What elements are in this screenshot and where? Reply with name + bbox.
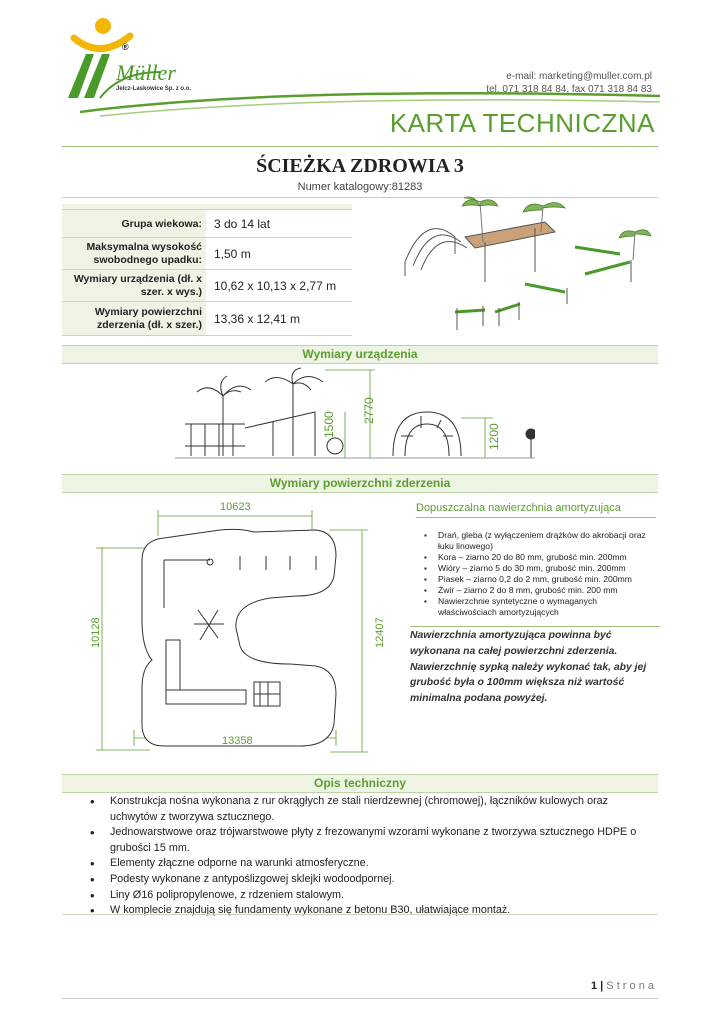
spec-label-impact-area: Wymiary powierzchni zderzenia (dł. x szer.) [62,302,206,335]
surfaces-note: Nawierzchnia amortyzująca powinna być wykonana na całej powierzchni zderzenia. Nawierzchnię sypką należy wykonać tak, aby jej grubość była o 100mm większa niż wartość minimalna podana powyżej. [410,626,660,707]
spec-value-age: 3 do 14 lat [214,217,271,231]
catalog-number: Numer katalogowy:81283 [297,181,423,193]
dimensions-section-header [62,345,658,364]
spec-label-fall-height: Maksymalna wysokość swobodnego upadku: [62,238,206,270]
surface-item: ▪ Drań, gleba (z wyłączeniem drążków do akrobacji oraz łuku linowego) [424,530,654,552]
registered-mark: ® [122,42,129,52]
contact-phone: tel. 071 318 84 84, fax 071 318 84 83 [486,84,652,95]
surface-item: ▪ Wióry – ziarno 5 do 30 mm, grubość min. 200mm [424,563,654,574]
tech-section-header [62,774,658,793]
impact-section-header [62,474,658,493]
spec-label-age: Grupa wiekowa: [62,210,206,238]
impact-section-title: Wymiary powierzchni zderzenia [269,476,451,490]
impact-dim-right: 12407 [374,617,386,648]
impact-dim-top: 10623 [220,501,251,513]
spec-row-age [62,209,352,238]
tech-bottom-rule [62,914,658,915]
spec-value-fall-height: 1,50 m [214,247,251,261]
impact-dim-left: 10128 [90,617,102,648]
document-type-title: KARTA TECHNICZNA [389,108,655,138]
tech-section-title: Opis techniczny [313,776,407,790]
product-name: ŚCIEŻKA ZDROWIA 3 [256,155,464,177]
tech-item: • Liny Ø16 polipropylenowe, z rdzeniem stalowym. [86,888,656,904]
surface-item: ▪ Nawierzchnie syntetyczne o wymaganych właściwościach amortyzujących [424,596,654,618]
brand-subtitle: Jelcz-Laskowice Sp. z o.o. [116,86,192,92]
tech-list [86,794,656,919]
tech-item: • Konstrukcja nośna wykonana z rur okrągłych ze stali nierdzewnej (chromowej), łączników kulowych oraz uchwytów z tworzywa sztucznego. [86,794,656,825]
dimensions-section-title: Wymiary urządzenia [302,347,418,361]
impact-dim-bottom: 13358 [222,735,253,747]
spec-row-impact-area [62,301,352,336]
page-word: S t r o n a [606,980,654,992]
surface-item: ▪ Kora – ziarno 20 do 80 mm, grubość min. 200mm [424,552,654,563]
footer-rule [62,998,658,999]
spec-value-device-size: 10,62 x 10,13 x 2,77 m [214,279,337,293]
page-number: 1 [590,980,598,992]
product-illustration [395,192,660,337]
surfaces-list [424,530,654,618]
spec-value-impact-area: 13,36 x 12,41 m [214,311,301,326]
dim-label-1200: 1200 [487,423,501,450]
tech-item: • Podesty wykonane z antypoślizgowej sklejki wodoodpornej. [86,872,656,888]
impact-area-drawing [90,500,400,770]
spec-label-device-size: Wymiary urządzenia (dł. x szer. x wys.) [62,270,206,302]
page-separator: | [600,980,604,992]
dim-label-2770: 2770 [362,397,376,424]
spec-row-fall-height [62,237,352,270]
contact-email: e-mail: marketing@muller.com.pl [506,71,652,82]
dim-label-1500: 1500 [322,411,336,438]
product-title-band [62,146,658,198]
spec-row-device-size [62,269,352,302]
surfaces-title: Dopuszczalna nawierzchnia amortyzująca [416,502,656,518]
brand-name: Müller [116,60,176,85]
tech-item: • W komplecie znajdują się fundamenty wykonane z betonu B30, ułatwiające montaż. [86,903,656,919]
surface-item: ▪ Żwir – ziarno 2 do 8 mm, grubość min. 200 mm [424,585,654,596]
side-view-drawing [175,366,535,466]
page-footer [540,980,654,992]
surface-item: ▪ Piasek – ziarno 0,2 do 2 mm, grubość min. 200mm [424,574,654,585]
tech-item: • Jednowarstwowe oraz trójwarstwowe płyty z frezowanymi wzorami wykonane z tworzywa sztucznego HDPE o grubości 15 mm. [86,825,656,856]
tech-item: • Elementy złączne odporne na warunki atmosferyczne. [86,856,656,872]
